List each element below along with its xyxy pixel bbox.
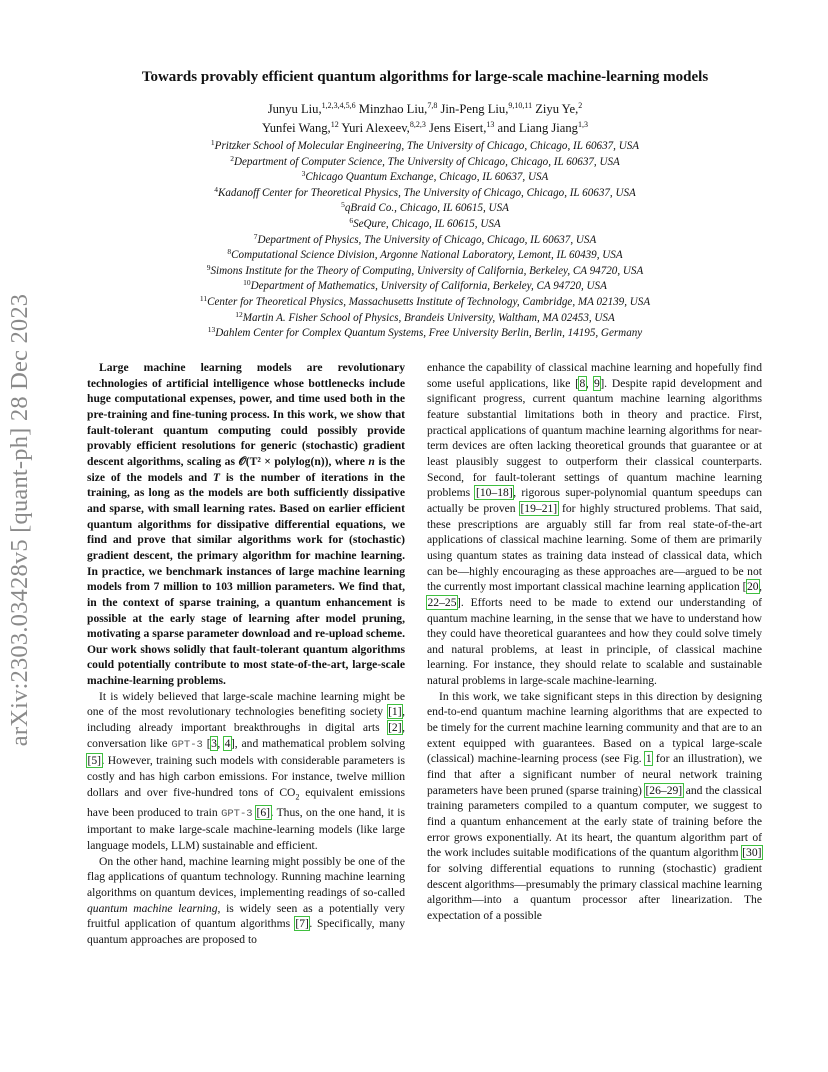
affiliation: $^5$qBraid Co., Chicago, IL 60615, USA — [341, 200, 509, 215]
arxiv-sidebar — [0, 270, 40, 770]
author: Jens Eisert,$^{13}$ — [429, 120, 495, 135]
affiliation: $^4$Kadanoff Center for Theoretical Physics, The University of Chicago, Chicago, IL 60637, USA — [214, 184, 636, 199]
affiliation: $^7$Department of Physics, The University of Chicago, Chicago, IL 60637, USA — [253, 231, 597, 246]
affiliation: $^6$SeQure, Chicago, IL 60615, USA — [349, 215, 501, 230]
author: Yuri Alexeev,$^{8,2,3}$ — [341, 120, 426, 135]
citation-link[interactable]: 20 — [747, 580, 759, 594]
left-column — [87, 360, 405, 948]
body-paragraph: enhance the capability of classical machine learning and hopefully find some useful applications, like [8, 9]. Despite rapid development and significant progress, current quantum machine learning algorithms feature substantial limitations both in theory and practice. First, practical applications of quantum machine learning algorithms for near-term devices are often lacking theoretical grounds that guarantee or at least plausibly suggest to outperform their classical counterparts. Second, for fault-tolerant settings of quantum machine learning problems [10–18], rigorous super-polynomial quantum speedups can actually be proven [19–21] for highly structured problems. That said, these prescriptions are arguably still far from real state-of-the-art applications of classical machine learning. Some of them are primarily using quantum states as training data instead of classical data, which can be—highly encouraging as these approaches are—argued to be not the currently most important classical machine learning application [20, 22–25]. Efforts need to be made to extend our understanding of quantum machine learning, in the sense that we have to understand how they could have theoretical guarantees and how they could solve timely and natural problems, at least in principle, of classical machine learning. For instance, they should relate to scalable and sustainable natural problems in large-scale machine-learning. — [427, 361, 763, 688]
affiliation-list — [60, 139, 790, 342]
author: Minzhao Liu,$^{7,8}$ — [358, 101, 438, 116]
citation-link[interactable]: [10–18] — [475, 486, 513, 500]
citation-link[interactable]: 4 — [224, 736, 231, 750]
citation-link[interactable]: 22–25 — [427, 595, 457, 609]
author-list — [60, 100, 790, 138]
author: Junyu Liu,$^{1,2,3,4,5,6}$ — [267, 101, 356, 116]
affiliation: $^2$Department of Computer Science, The University of Chicago, Chicago, IL 60637, USA — [230, 153, 620, 168]
affiliation: $^8$Computational Science Division, Argonne National Laboratory, Lemont, IL 60439, USA — [227, 247, 623, 262]
body-paragraph: It is widely believed that large-scale machine learning might be one of the most revolutionary technologies benefiting society [1], including already important breakthroughs in digital arts [2], conversation like GPT-3 [3, 4], and mathematical problem solving [5]. However, training such models with considerable parameters is costly and has high carbon emissions. For instance, twelve million dollars and over five-hundred tons of $CO_2$ equivalent emissions have been produced to train GPT-3 [6]. Thus, on the one hand, it is important to make large-scale machine-learning models (like large language models, LLM) sustainable and efficient. — [87, 689, 406, 852]
citation-link[interactable]: [30] — [742, 846, 762, 860]
body-paragraph: In this work, we take significant steps in this direction by designing end-to-end quantum machine learning algorithms that are expected to be timely for the current machine learning community and that are to an extent equipped with guarantees. Based on a typical large-scale (classical) machine-learning process (see Fig. 1 for an illustration), we find that after a significant number of neural network training parameters have been pruned (sparse training) [26–29] and the classical training parameters compiled to a quantum computer, we suggest to find a quantum enhancement at the early state of training before the error grows exponentially. At its heart, the quantum algorithm part of the work includes suitable modifications of the quantum algorithm [30] for solving differential equations to running (stochastic) gradient descent algorithms—presumably the primary classical machine learning algorithm—into a quantum processor after linearization. The expectation of a possible — [427, 689, 763, 922]
citation-link[interactable]: 9 — [594, 376, 600, 390]
citation-link[interactable]: [1] — [388, 705, 402, 719]
right-column — [427, 360, 762, 924]
citation-link[interactable]: [6] — [256, 805, 270, 819]
citation-link[interactable]: [2] — [388, 721, 402, 735]
affiliation: $^9$Simons Institute for the Theory of Computing, University of California, Berkeley, CA 94720, USA — [206, 262, 644, 277]
citation-link[interactable]: [5] — [87, 754, 102, 768]
citation-link[interactable]: 8 — [579, 376, 586, 390]
affiliation: $^3$Chicago Quantum Exchange, Chicago, IL 60637, USA — [301, 169, 549, 184]
affiliation: $^{10}$Department of Mathematics, University of California, Berkeley, CA 94720, USA — [243, 278, 607, 293]
affiliation: $^{11}$Center for Theoretical Physics, Massachusetts Institute of Technology, Cambridge, MA 02139, USA — [199, 293, 651, 308]
author: Yunfei Wang,$^{12}$ — [262, 120, 339, 135]
citation-link[interactable]: [26–29] — [645, 783, 683, 797]
citation-link[interactable]: 3 — [211, 736, 217, 750]
affiliation: $^{13}$Dahlem Center for Complex Quantum Systems, Free University Berlin, Berlin, 14195, Germany — [207, 325, 643, 340]
author: and Liang Jiang$^{1,3}$ — [497, 120, 588, 135]
abstract: Large machine learning models are revolutionary technologies of artificial intelligence whose bottlenecks include huge computational expenses, power, and time used both in the pre-training and fine-tuning process. In this work, we show that fault-tolerant quantum computing could possibly provide provably efficient resolutions for generic (stochastic) gradient descent algorithms, scaling as 𝒪(T² × polylog(n)), where n is the size of the models and T is the number of iterations in the training, as long as the models are both sufficiently dissipative and sparse, with small learning rates. Based on earlier efficient quantum algorithms for dissipative differential equations, we find and prove that similar algorithms work for (stochastic) gradient descent, the primary algorithm for machine learning. In practice, we benchmark instances of large machine learning models from 7 million to 103 million parameters. We find that, in the context of sparse training, a quantum enhancement is possible at the early stage of learning after model pruning, motivating a sparse parameter download and re-upload scheme. Our work shows solidly that fault-tolerant quantum algorithms could potentially contribute to most state-of-the-art, large-scale machine-learning problems. — [87, 361, 406, 688]
affiliation: $^{12}$Martin A. Fisher School of Physics, Brandeis University, Waltham, MA 02453, USA — [235, 309, 615, 324]
figure-link[interactable]: 1 — [645, 752, 652, 766]
citation-link[interactable]: [7] — [295, 917, 309, 931]
citation-link[interactable]: [19–21] — [520, 501, 558, 515]
arxiv-identifier: arXiv:2303.03428v5 [quant-ph] 28 Dec 2023 — [6, 293, 33, 747]
author: Ziyu Ye,$^2$ — [535, 101, 583, 116]
affiliation: $^1$Pritzker School of Molecular Engineering, The University of Chicago, Chicago, IL 60637, USA — [210, 138, 640, 152]
body-paragraph: On the other hand, machine learning might possibly be one of the flag applications of quantum technology. Running machine learning algorithms on quantum devices, implementing readings of so-called quantum machine learning, is widely seen as a potentially very fruitful application of quantum algorithms [7]. Specifically, many quantum approaches are proposed to — [87, 854, 405, 946]
paper-title: Towards provably efficient quantum algorithms for large-scale machine-learning models — [141, 69, 709, 85]
author: Jin-Peng Liu,$^{9,10,11}$ — [440, 101, 533, 116]
